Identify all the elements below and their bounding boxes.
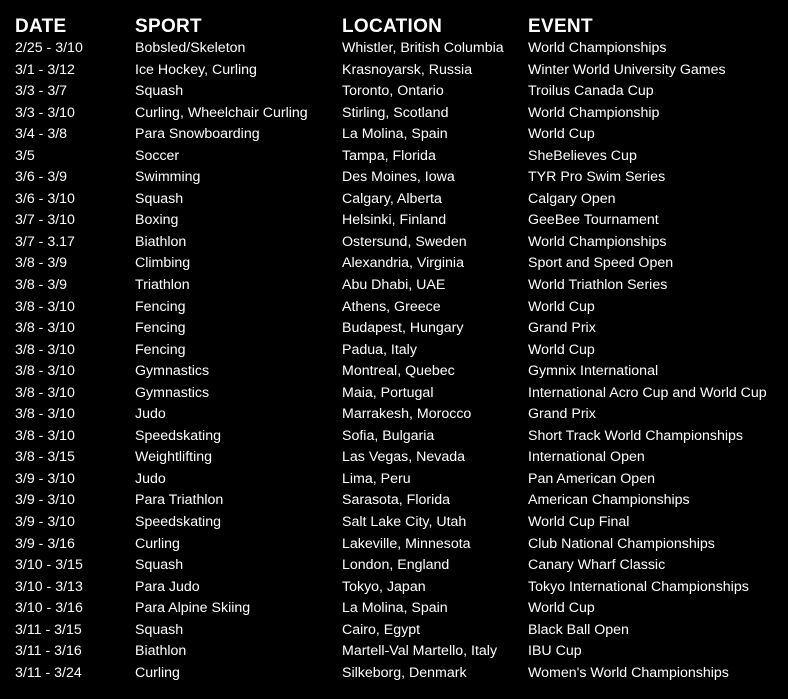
table-row: [0, 189, 788, 211]
table-row: [0, 167, 788, 189]
cell-sport: Curling: [135, 664, 180, 681]
header-sport: SPORT: [135, 16, 202, 37]
cell-date: 3/10 - 3/16: [15, 600, 83, 617]
cell-date: 3/9 - 3/10: [15, 470, 75, 487]
table-row: [0, 297, 788, 319]
table-row: [0, 534, 788, 556]
cell-date: 3/3 - 3/10: [15, 104, 75, 121]
cell-location: Whistler, British Columbia: [342, 40, 504, 56]
cell-location: Lakeville, Minnesota: [342, 535, 471, 552]
cell-sport: Bobsled/Skeleton: [135, 40, 246, 56]
cell-date: 3/8 - 3/9: [15, 255, 68, 272]
cell-event: World Cup: [528, 126, 595, 143]
cell-location: Silkeborg, Denmark: [342, 664, 467, 681]
cell-location: Sarasota, Florida: [342, 492, 451, 509]
cell-event: Grand Prix: [528, 320, 596, 337]
cell-sport: Para Alpine Skiing: [135, 600, 251, 617]
cell-location: Tokyo, Japan: [342, 578, 426, 595]
cell-sport: Squash: [135, 621, 184, 638]
header-location: LOCATION: [342, 16, 443, 37]
cell-date: 3/7 - 3.17: [15, 233, 75, 250]
header-event: EVENT: [528, 16, 593, 37]
cell-event: GeeBee Tournament: [528, 212, 659, 229]
cell-event: International Acro Cup and World Cup: [528, 384, 767, 401]
cell-location: Martell-Val Martello, Italy: [342, 643, 498, 660]
cell-sport: Soccer: [135, 147, 180, 164]
cell-date: 3/9 - 3/16: [15, 535, 75, 552]
cell-date: 3/6 - 3/10: [15, 190, 75, 207]
table-row: [0, 447, 788, 469]
cell-location: Des Moines, Iowa: [342, 169, 455, 186]
table-row: [0, 361, 788, 383]
table-row: [0, 512, 788, 534]
cell-date: 3/11 - 3/15: [15, 621, 82, 638]
cell-date: 3/9 - 3/10: [15, 514, 75, 531]
cell-event: IBU Cup: [528, 643, 582, 660]
cell-date: 3/8 - 3/10: [15, 298, 75, 315]
cell-sport: Boxing: [135, 212, 179, 229]
cell-date: 3/5: [15, 147, 35, 164]
cell-event: World Cup Final: [528, 514, 630, 531]
cell-event: Grand Prix: [528, 406, 596, 423]
cell-event: World Cup: [528, 600, 595, 617]
cell-event: World Cup: [528, 341, 595, 358]
cell-sport: Para Triathlon: [135, 492, 224, 509]
cell-location: Sofia, Bulgaria: [342, 427, 435, 444]
cell-date: 3/8 - 3/10: [15, 427, 75, 444]
cell-event: SheBelieves Cup: [528, 147, 637, 164]
cell-location: Abu Dhabi, UAE: [342, 277, 446, 294]
cell-date: 3/8 - 3/10: [15, 363, 75, 380]
cell-location: Montreal, Quebec: [342, 363, 455, 380]
cell-location: Lima, Peru: [342, 470, 411, 487]
header-date: DATE: [15, 16, 67, 37]
cell-sport: Squash: [135, 83, 184, 100]
cell-sport: Speedskating: [135, 514, 221, 531]
cell-event: World Championships: [528, 40, 667, 56]
table-row: [0, 598, 788, 620]
cell-sport: Fencing: [135, 341, 186, 358]
table-row: [0, 641, 788, 663]
cell-location: Budapest, Hungary: [342, 320, 464, 337]
cell-sport: Weightlifting: [135, 449, 213, 466]
cell-event: Short Track World Championships: [528, 427, 744, 444]
cell-sport: Gymnastics: [135, 384, 210, 401]
cell-location: Las Vegas, Nevada: [342, 449, 466, 466]
cell-event: World Championship: [528, 104, 660, 121]
cell-location: La Molina, Spain: [342, 126, 448, 143]
cell-date: 2/25 - 3/10: [15, 40, 83, 56]
cell-location: Calgary, Alberta: [342, 190, 442, 207]
cell-event: Sport and Speed Open: [528, 255, 674, 272]
cell-location: Stirling, Scotland: [342, 104, 449, 121]
cell-location: Toronto, Ontario: [342, 83, 444, 100]
cell-sport: Squash: [135, 557, 184, 574]
cell-sport: Fencing: [135, 320, 186, 337]
table-row: [0, 426, 788, 448]
table-row: [0, 469, 788, 491]
table-row: [0, 620, 788, 642]
cell-date: 3/9 - 3/10: [15, 492, 75, 509]
cell-location: Cairo, Egypt: [342, 621, 421, 638]
cell-location: Krasnoyarsk, Russia: [342, 61, 473, 78]
cell-date: 3/6 - 3/9: [15, 169, 68, 186]
cell-date: 3/4 - 3/8: [15, 126, 68, 143]
cell-event: World Triathlon Series: [528, 277, 668, 294]
cell-location: La Molina, Spain: [342, 600, 448, 617]
cell-sport: Curling, Wheelchair Curling: [135, 104, 308, 121]
cell-sport: Judo: [135, 470, 166, 487]
cell-sport: Speedskating: [135, 427, 221, 444]
cell-event: Calgary Open: [528, 190, 616, 207]
cell-event: Winter World University Games: [528, 61, 726, 78]
cell-location: Athens, Greece: [342, 298, 441, 315]
cell-date: 3/8 - 3/9: [15, 277, 68, 294]
cell-event: World Championships: [528, 233, 667, 250]
table-row: [0, 103, 788, 125]
cell-sport: Biathlon: [135, 643, 187, 660]
cell-sport: Gymnastics: [135, 363, 210, 380]
table-row: [0, 81, 788, 103]
cell-event: Tokyo International Championships: [528, 578, 749, 595]
cell-location: Maia, Portugal: [342, 384, 434, 401]
cell-date: 3/8 - 3/10: [15, 320, 75, 337]
cell-date: 3/8 - 3/10: [15, 384, 75, 401]
cell-event: Gymnix International: [528, 363, 659, 380]
cell-event: Black Ball Open: [528, 621, 629, 638]
cell-sport: Para Judo: [135, 578, 200, 595]
cell-sport: Biathlon: [135, 233, 187, 250]
cell-date: 3/8 - 3/10: [15, 406, 75, 423]
cell-sport: Swimming: [135, 169, 201, 186]
table-row: [0, 60, 788, 82]
cell-sport: Judo: [135, 406, 166, 423]
table-row: [0, 232, 788, 254]
cell-date: 3/8 - 3/15: [15, 449, 75, 466]
cell-date: 3/10 - 3/13: [15, 578, 83, 595]
table-row: [0, 210, 788, 232]
cell-event: World Cup: [528, 298, 595, 315]
cell-date: 3/10 - 3/15: [15, 557, 83, 574]
table-row: [0, 490, 788, 512]
cell-event: Club National Championships: [528, 535, 715, 552]
table-row: [0, 124, 788, 146]
cell-sport: Fencing: [135, 298, 186, 315]
cell-date: 3/11 - 3/16: [15, 643, 82, 660]
table-row: [0, 253, 788, 275]
cell-sport: Para Snowboarding: [135, 126, 260, 143]
cell-event: International Open: [528, 449, 645, 466]
table-row: [0, 146, 788, 168]
table-row: [0, 340, 788, 362]
cell-event: Canary Wharf Classic: [528, 557, 666, 574]
table-row: [0, 318, 788, 340]
table-row: [0, 577, 788, 599]
cell-location: Ostersund, Sweden: [342, 233, 467, 250]
table-row: [0, 404, 788, 426]
cell-date: 3/3 - 3/7: [15, 83, 68, 100]
cell-location: Alexandria, Virginia: [342, 255, 464, 272]
cell-sport: Squash: [135, 190, 184, 207]
table-row: [0, 663, 788, 685]
cell-location: London, England: [342, 557, 450, 574]
table-header-row: [0, 15, 788, 39]
cell-location: Tampa, Florida: [342, 147, 436, 164]
table-row: [0, 275, 788, 297]
cell-date: 3/11 - 3/24: [15, 664, 82, 681]
cell-sport: Ice Hockey, Curling: [135, 61, 257, 78]
cell-date: 3/7 - 3/10: [15, 212, 75, 229]
cell-location: Helsinki, Finland: [342, 212, 447, 229]
cell-event: TYR Pro Swim Series: [528, 169, 666, 186]
table-row: [0, 383, 788, 405]
table-body: [0, 38, 788, 684]
cell-date: 3/1 - 3/12: [15, 61, 75, 78]
table-row: [0, 38, 788, 60]
cell-sport: Triathlon: [135, 277, 190, 294]
cell-event: Women's World Championships: [528, 664, 729, 681]
table-row: [0, 555, 788, 577]
cell-location: Salt Lake City, Utah: [342, 514, 467, 531]
cell-location: Padua, Italy: [342, 341, 417, 358]
cell-location: Marrakesh, Morocco: [342, 406, 472, 423]
cell-event: American Championships: [528, 492, 690, 509]
cell-event: Pan American Open: [528, 470, 655, 487]
cell-sport: Climbing: [135, 255, 191, 272]
cell-sport: Curling: [135, 535, 180, 552]
cell-event: Troilus Canada Cup: [528, 83, 654, 100]
cell-date: 3/8 - 3/10: [15, 341, 75, 358]
